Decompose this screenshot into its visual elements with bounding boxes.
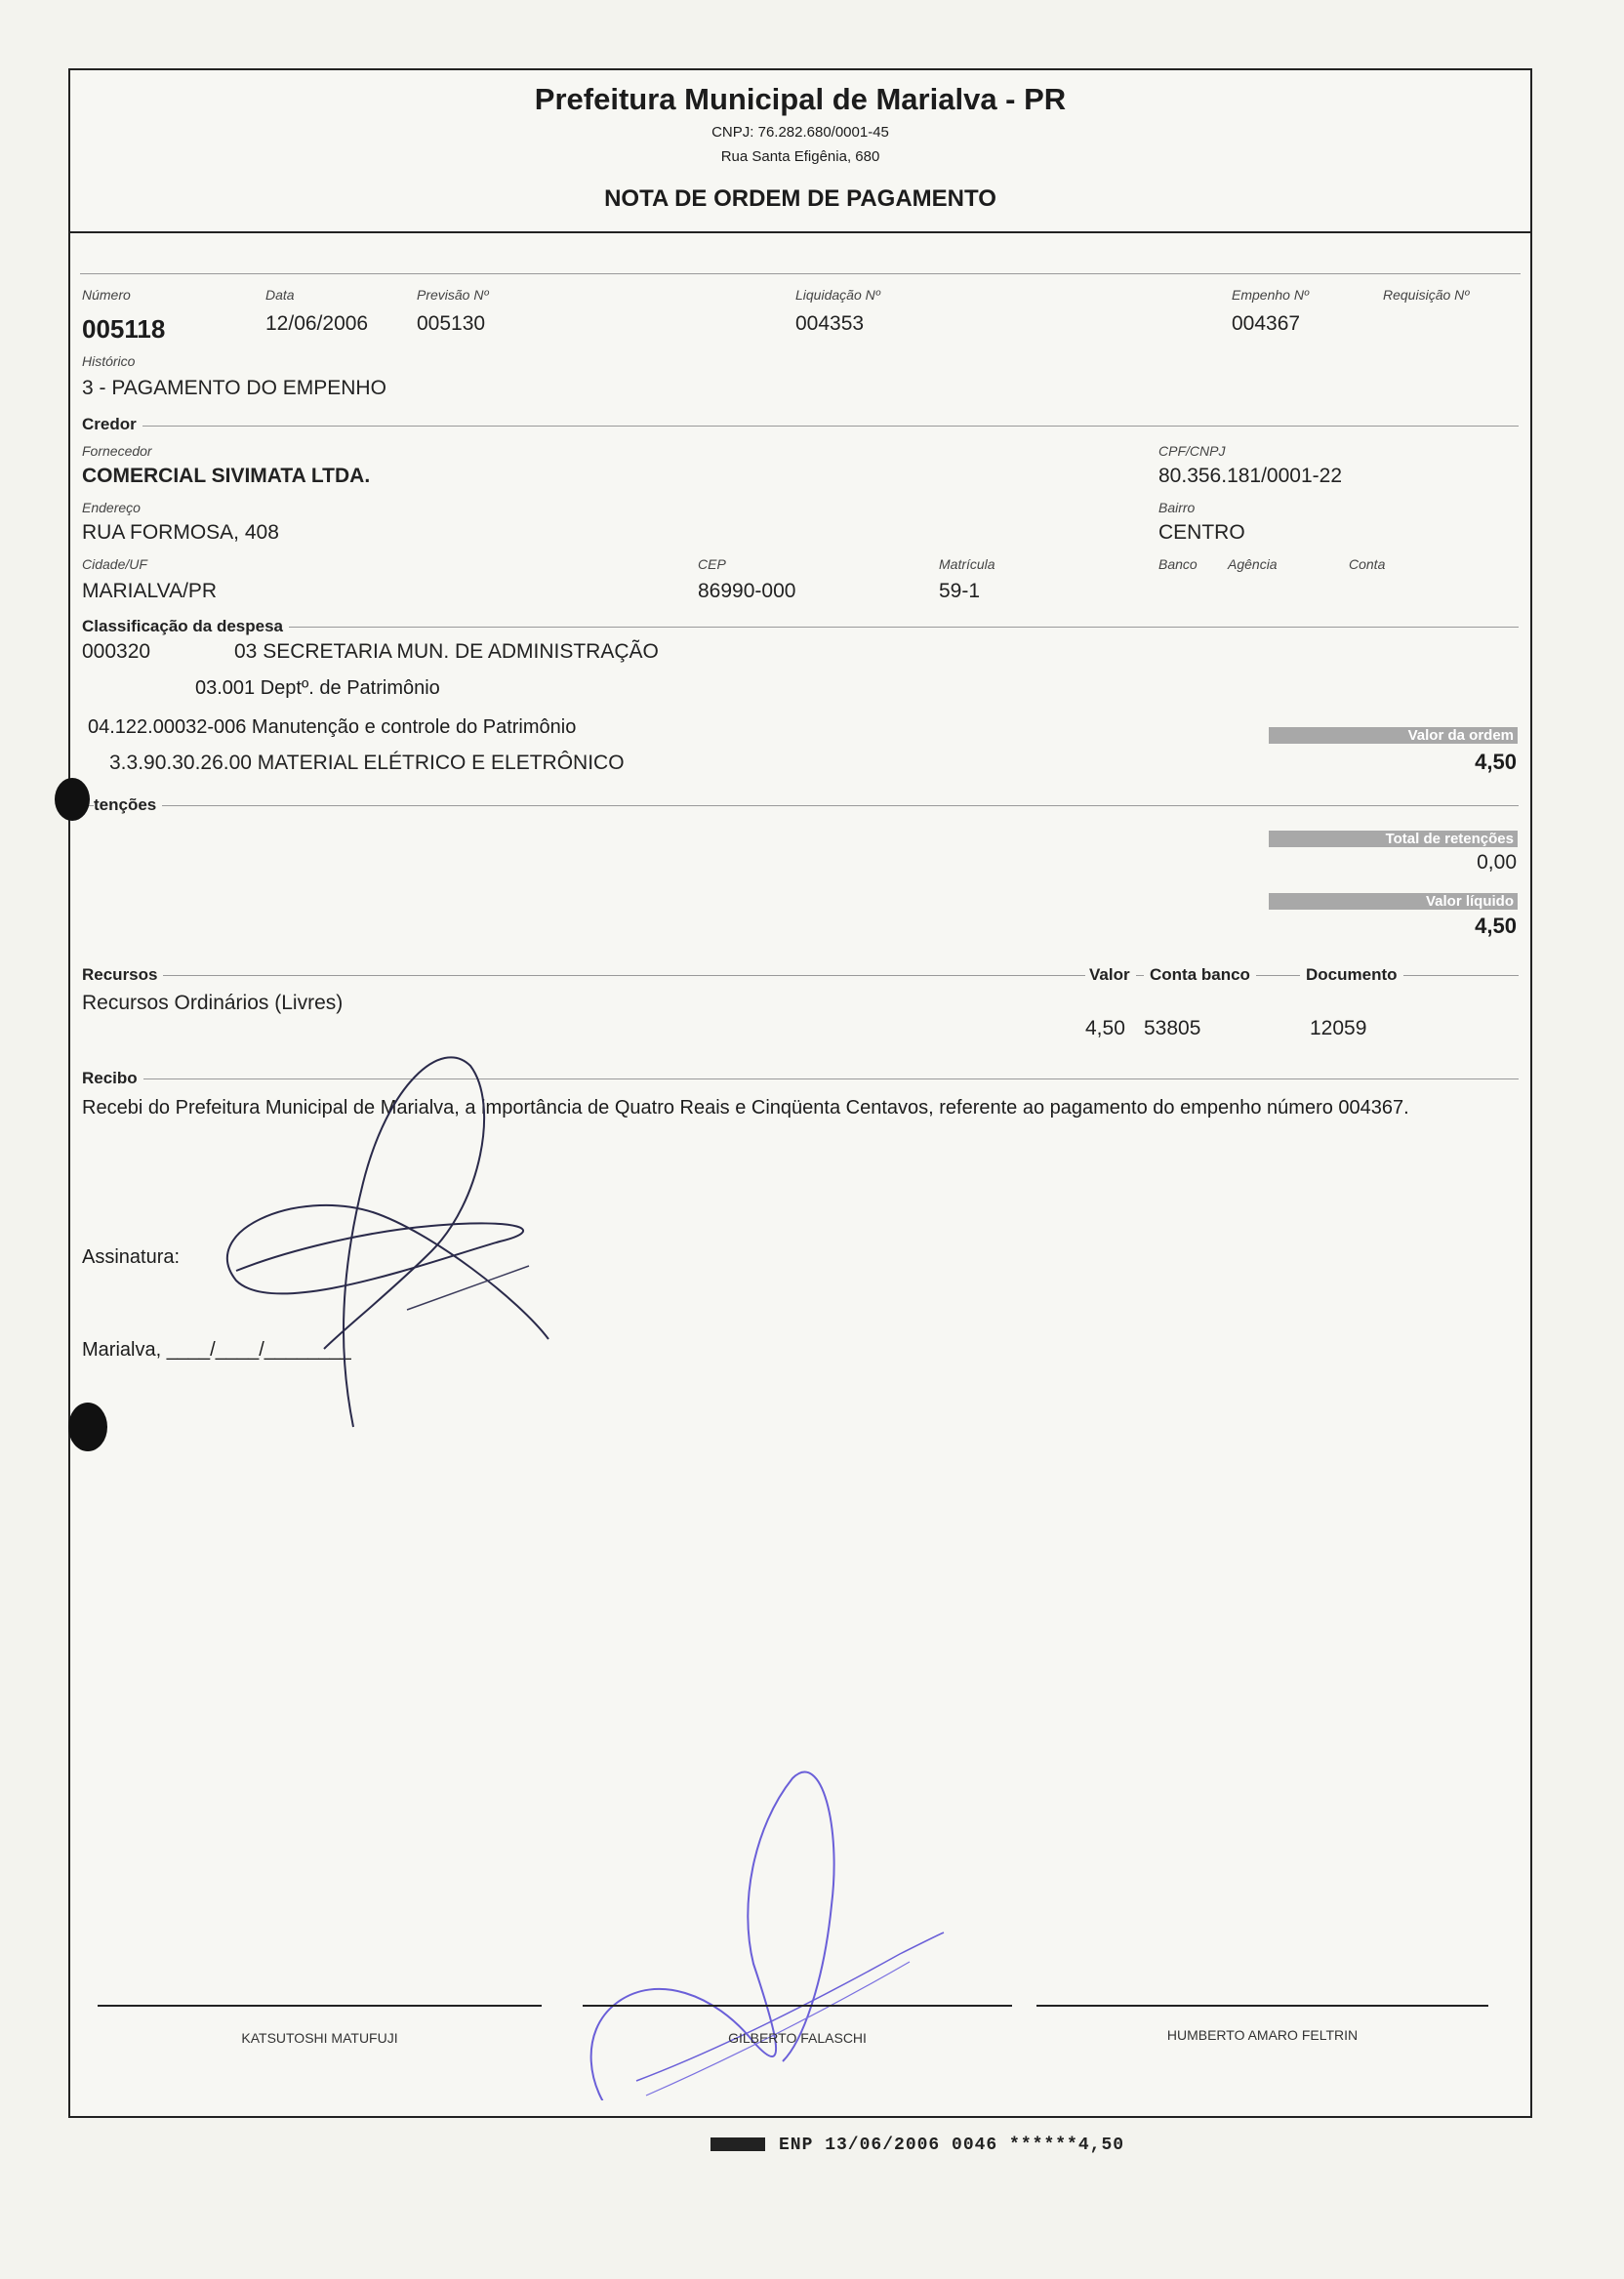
stamp-text: ENP 13/06/2006 0046 ******4,50 (779, 2136, 1125, 2155)
local-data-text: Marialva, ____/____/________ (82, 1339, 351, 1361)
stamp-logo (710, 2137, 765, 2151)
bairro-label: Bairro (1158, 500, 1196, 515)
fornecedor-label: Fornecedor (82, 443, 152, 459)
header-divider (70, 231, 1530, 233)
total-retencoes-label: Total de retenções (1269, 831, 1518, 847)
recursos-descricao: Recursos Ordinários (Livres) (82, 992, 344, 1014)
valor-ordem-label: Valor da ordem (1269, 727, 1518, 744)
retencoes-rule (82, 805, 1519, 806)
signatory-name: GILBERTO FALASCHI (728, 2030, 867, 2046)
punch-hole (55, 778, 90, 821)
cidade-label: Cidade/UF (82, 556, 147, 572)
recursos-conta: 53805 (1144, 1017, 1201, 1039)
signatory-name: KATSUTOSHI MATUFUJI (241, 2030, 398, 2046)
page-title: Prefeitura Municipal de Marialva - PR (534, 82, 1067, 116)
matricula-label: Matrícula (939, 556, 995, 572)
cpf-value: 80.356.181/0001-22 (1158, 465, 1343, 487)
numero-value: 005118 (82, 314, 166, 344)
address-text: Rua Santa Efigênia, 680 (720, 148, 880, 165)
assinatura-label: Assinatura: (82, 1246, 181, 1268)
signature-line (1036, 2005, 1488, 2007)
previsao-value: 005130 (417, 312, 486, 335)
dept-text: 03.001 Deptº. de Patrimônio (195, 677, 440, 699)
top-rule (80, 273, 1521, 274)
punch-hole (68, 1403, 107, 1451)
matricula-value: 59-1 (939, 580, 981, 602)
empenho-label: Empenho Nº (1232, 287, 1310, 303)
valor-liquido-label: Valor líquido (1269, 893, 1518, 910)
recursos-documento: 12059 (1310, 1017, 1367, 1039)
footer-stamp (710, 2136, 1124, 2155)
banco-label: Banco (1158, 556, 1198, 572)
classificacao-section: Classificação da despesa (82, 617, 289, 636)
conta-label: Conta (1349, 556, 1386, 572)
document-title: NOTA DE ORDEM DE PAGAMENTO (604, 185, 996, 212)
endereco-value: RUA FORMOSA, 408 (82, 521, 279, 544)
secretaria-text: 03 SECRETARIA MUN. DE ADMINISTRAÇÃO (234, 640, 659, 663)
bairro-value: CENTRO (1158, 521, 1245, 544)
total-retencoes-value: 0,00 (1477, 851, 1517, 874)
cep-label: CEP (698, 556, 726, 572)
valor-ordem-value: 4,50 (1475, 750, 1517, 774)
recursos-valor-label: Valor (1085, 965, 1136, 985)
historico-value: 3 - PAGAMENTO DO EMPENHO (82, 377, 386, 399)
cep-value: 86990-000 (698, 580, 796, 602)
recursos-section: Recursos (82, 965, 163, 985)
classificacao-code: 000320 (82, 640, 151, 663)
recursos-valor: 4,50 (1085, 1017, 1125, 1039)
empenho-value: 004367 (1232, 312, 1301, 335)
signature-line (583, 2005, 1012, 2007)
cidade-value: MARIALVA/PR (82, 580, 218, 602)
elemento-text: 3.3.90.30.26.00 MATERIAL ELÉTRICO E ELETRÔNICO (109, 752, 625, 774)
recursos-documento-label: Documento (1300, 965, 1403, 985)
endereco-label: Endereço (82, 500, 141, 515)
retencoes-section: tenções (94, 795, 162, 815)
data-value: 12/06/2006 (265, 312, 369, 335)
recursos-conta-label: Conta banco (1144, 965, 1256, 985)
classificacao-rule (82, 627, 1519, 628)
data-label: Data (265, 287, 295, 303)
document-frame (68, 68, 1532, 2118)
requisicao-label: Requisição Nº (1383, 287, 1470, 303)
historico-label: Histórico (82, 353, 136, 369)
handwritten-signature (178, 1007, 724, 1446)
credor-rule (82, 426, 1519, 427)
recibo-text: Recebi do Prefeitura Municipal de Marialva, a importância de Quatro Reais e Cinqüenta Centavos, referente ao pagamento do empenho número 004367. (82, 1097, 1409, 1119)
fornecedor-value: COMERCIAL SIVIMATA LTDA. (82, 465, 371, 487)
previsao-label: Previsão Nº (417, 287, 489, 303)
credor-section: Credor (82, 415, 142, 434)
cnpj-text: CNPJ: 76.282.680/0001-45 (711, 124, 889, 141)
recibo-section: Recibo (82, 1069, 143, 1088)
numero-label: Número (82, 287, 131, 303)
signature-line (98, 2005, 542, 2007)
liquidacao-label: Liquidação Nº (795, 287, 880, 303)
valor-liquido-value: 4,50 (1475, 914, 1517, 938)
signatory-name: HUMBERTO AMARO FELTRIN (1166, 2027, 1359, 2043)
cpf-label: CPF/CNPJ (1158, 443, 1226, 459)
programa-text: 04.122.00032-006 Manutenção e controle do Patrimônio (88, 716, 577, 738)
agencia-label: Agência (1228, 556, 1278, 572)
liquidacao-value: 004353 (795, 312, 865, 335)
